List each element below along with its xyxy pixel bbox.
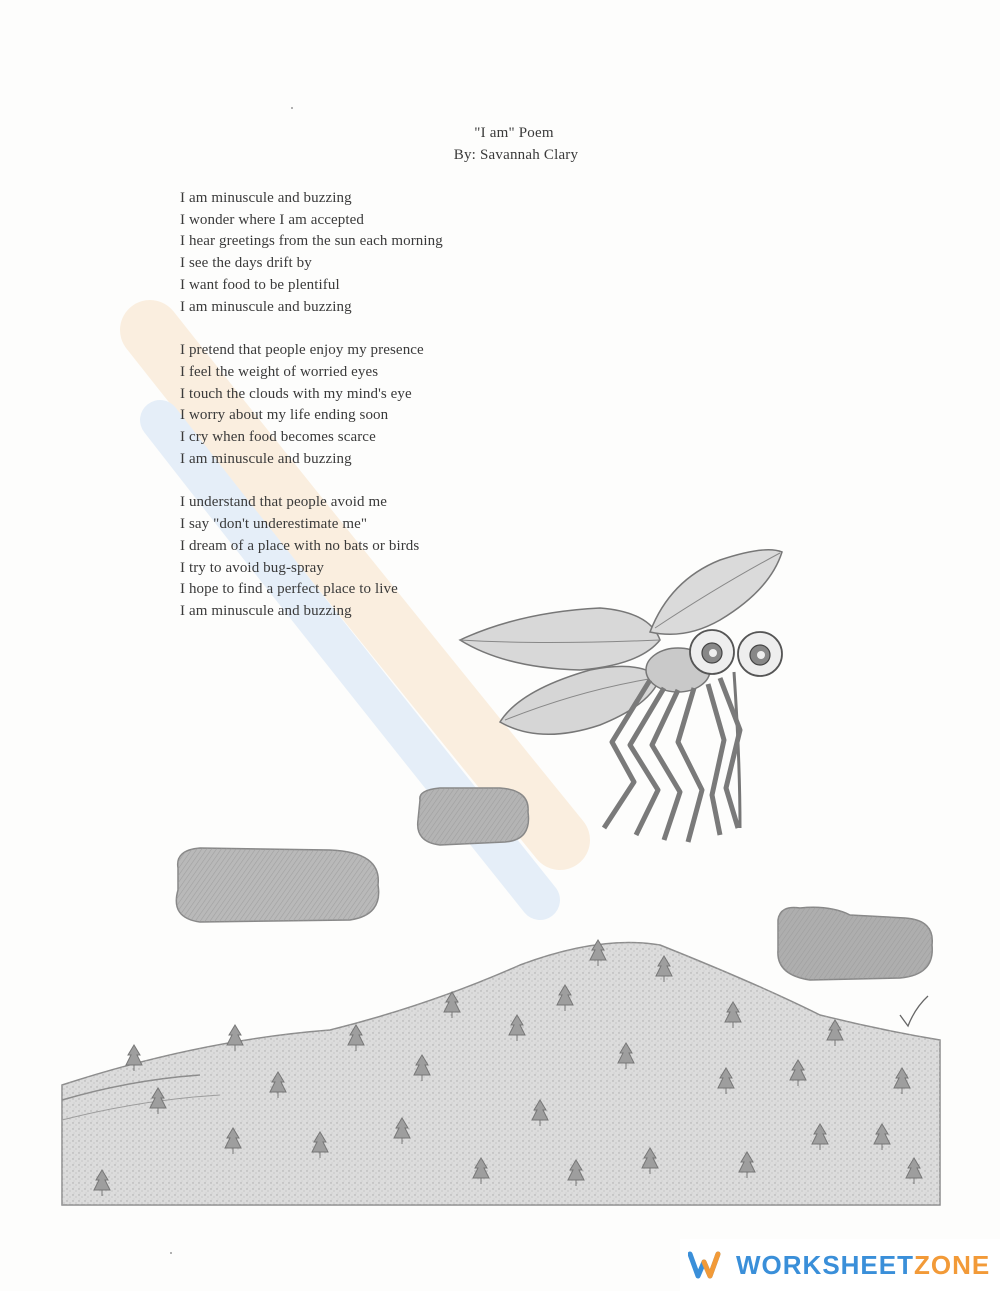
poem-line: I am minuscule and buzzing: [180, 298, 352, 315]
cloud-middle: [418, 788, 529, 845]
worksheetzone-logo-icon: [688, 1250, 728, 1280]
brand-part-1: WORKSHEET: [736, 1249, 914, 1280]
hills: [62, 943, 940, 1206]
poem-line: I hope to find a perfect place to live: [180, 581, 398, 598]
stray-mark: [170, 1252, 172, 1254]
cloud-left: [176, 848, 378, 922]
poem-line: I wonder where I am accepted: [180, 211, 364, 228]
brand-part-2: ZONE: [914, 1249, 991, 1280]
poem-line: I want food to be plentiful: [180, 276, 340, 293]
poem-body: [180, 188, 600, 645]
poem-line: I understand that people avoid me: [180, 494, 387, 511]
poem-line: I hear greetings from the sun each morning: [180, 233, 443, 250]
cloud-right: [778, 907, 932, 980]
poem-byline: By: Savannah Clary: [453, 147, 579, 163]
brand-name: [736, 1250, 990, 1281]
poem-line: I pretend that people enjoy my presence: [180, 342, 424, 359]
poem-line: I see the days drift by: [180, 255, 312, 272]
poem-title: "I am" Poem: [474, 125, 554, 141]
poem-line: I am minuscule and buzzing: [180, 450, 352, 467]
stanza-3: [180, 492, 600, 622]
poem-line: I try to avoid bug-spray: [180, 559, 325, 576]
poem-line: I am minuscule and buzzing: [180, 190, 352, 206]
poem-header: [0, 122, 1000, 166]
poem-line: I worry about my life ending soon: [180, 407, 389, 424]
stanza-2: [180, 340, 600, 470]
poem-line: I am minuscule and buzzing: [180, 602, 352, 619]
poem-line: I cry when food becomes scarce: [180, 429, 376, 446]
worksheetzone-footer[interactable]: [680, 1239, 1000, 1291]
poem-line: I feel the weight of worried eyes: [180, 363, 379, 380]
stray-mark: [291, 107, 293, 109]
poem-line: I touch the clouds with my mind's eye: [180, 385, 412, 402]
check-mark: [900, 996, 928, 1026]
stanza-1: [180, 188, 600, 318]
poem-line: I say "don't underestimate me": [180, 516, 368, 533]
poem-line: I dream of a place with no bats or birds: [180, 537, 420, 554]
